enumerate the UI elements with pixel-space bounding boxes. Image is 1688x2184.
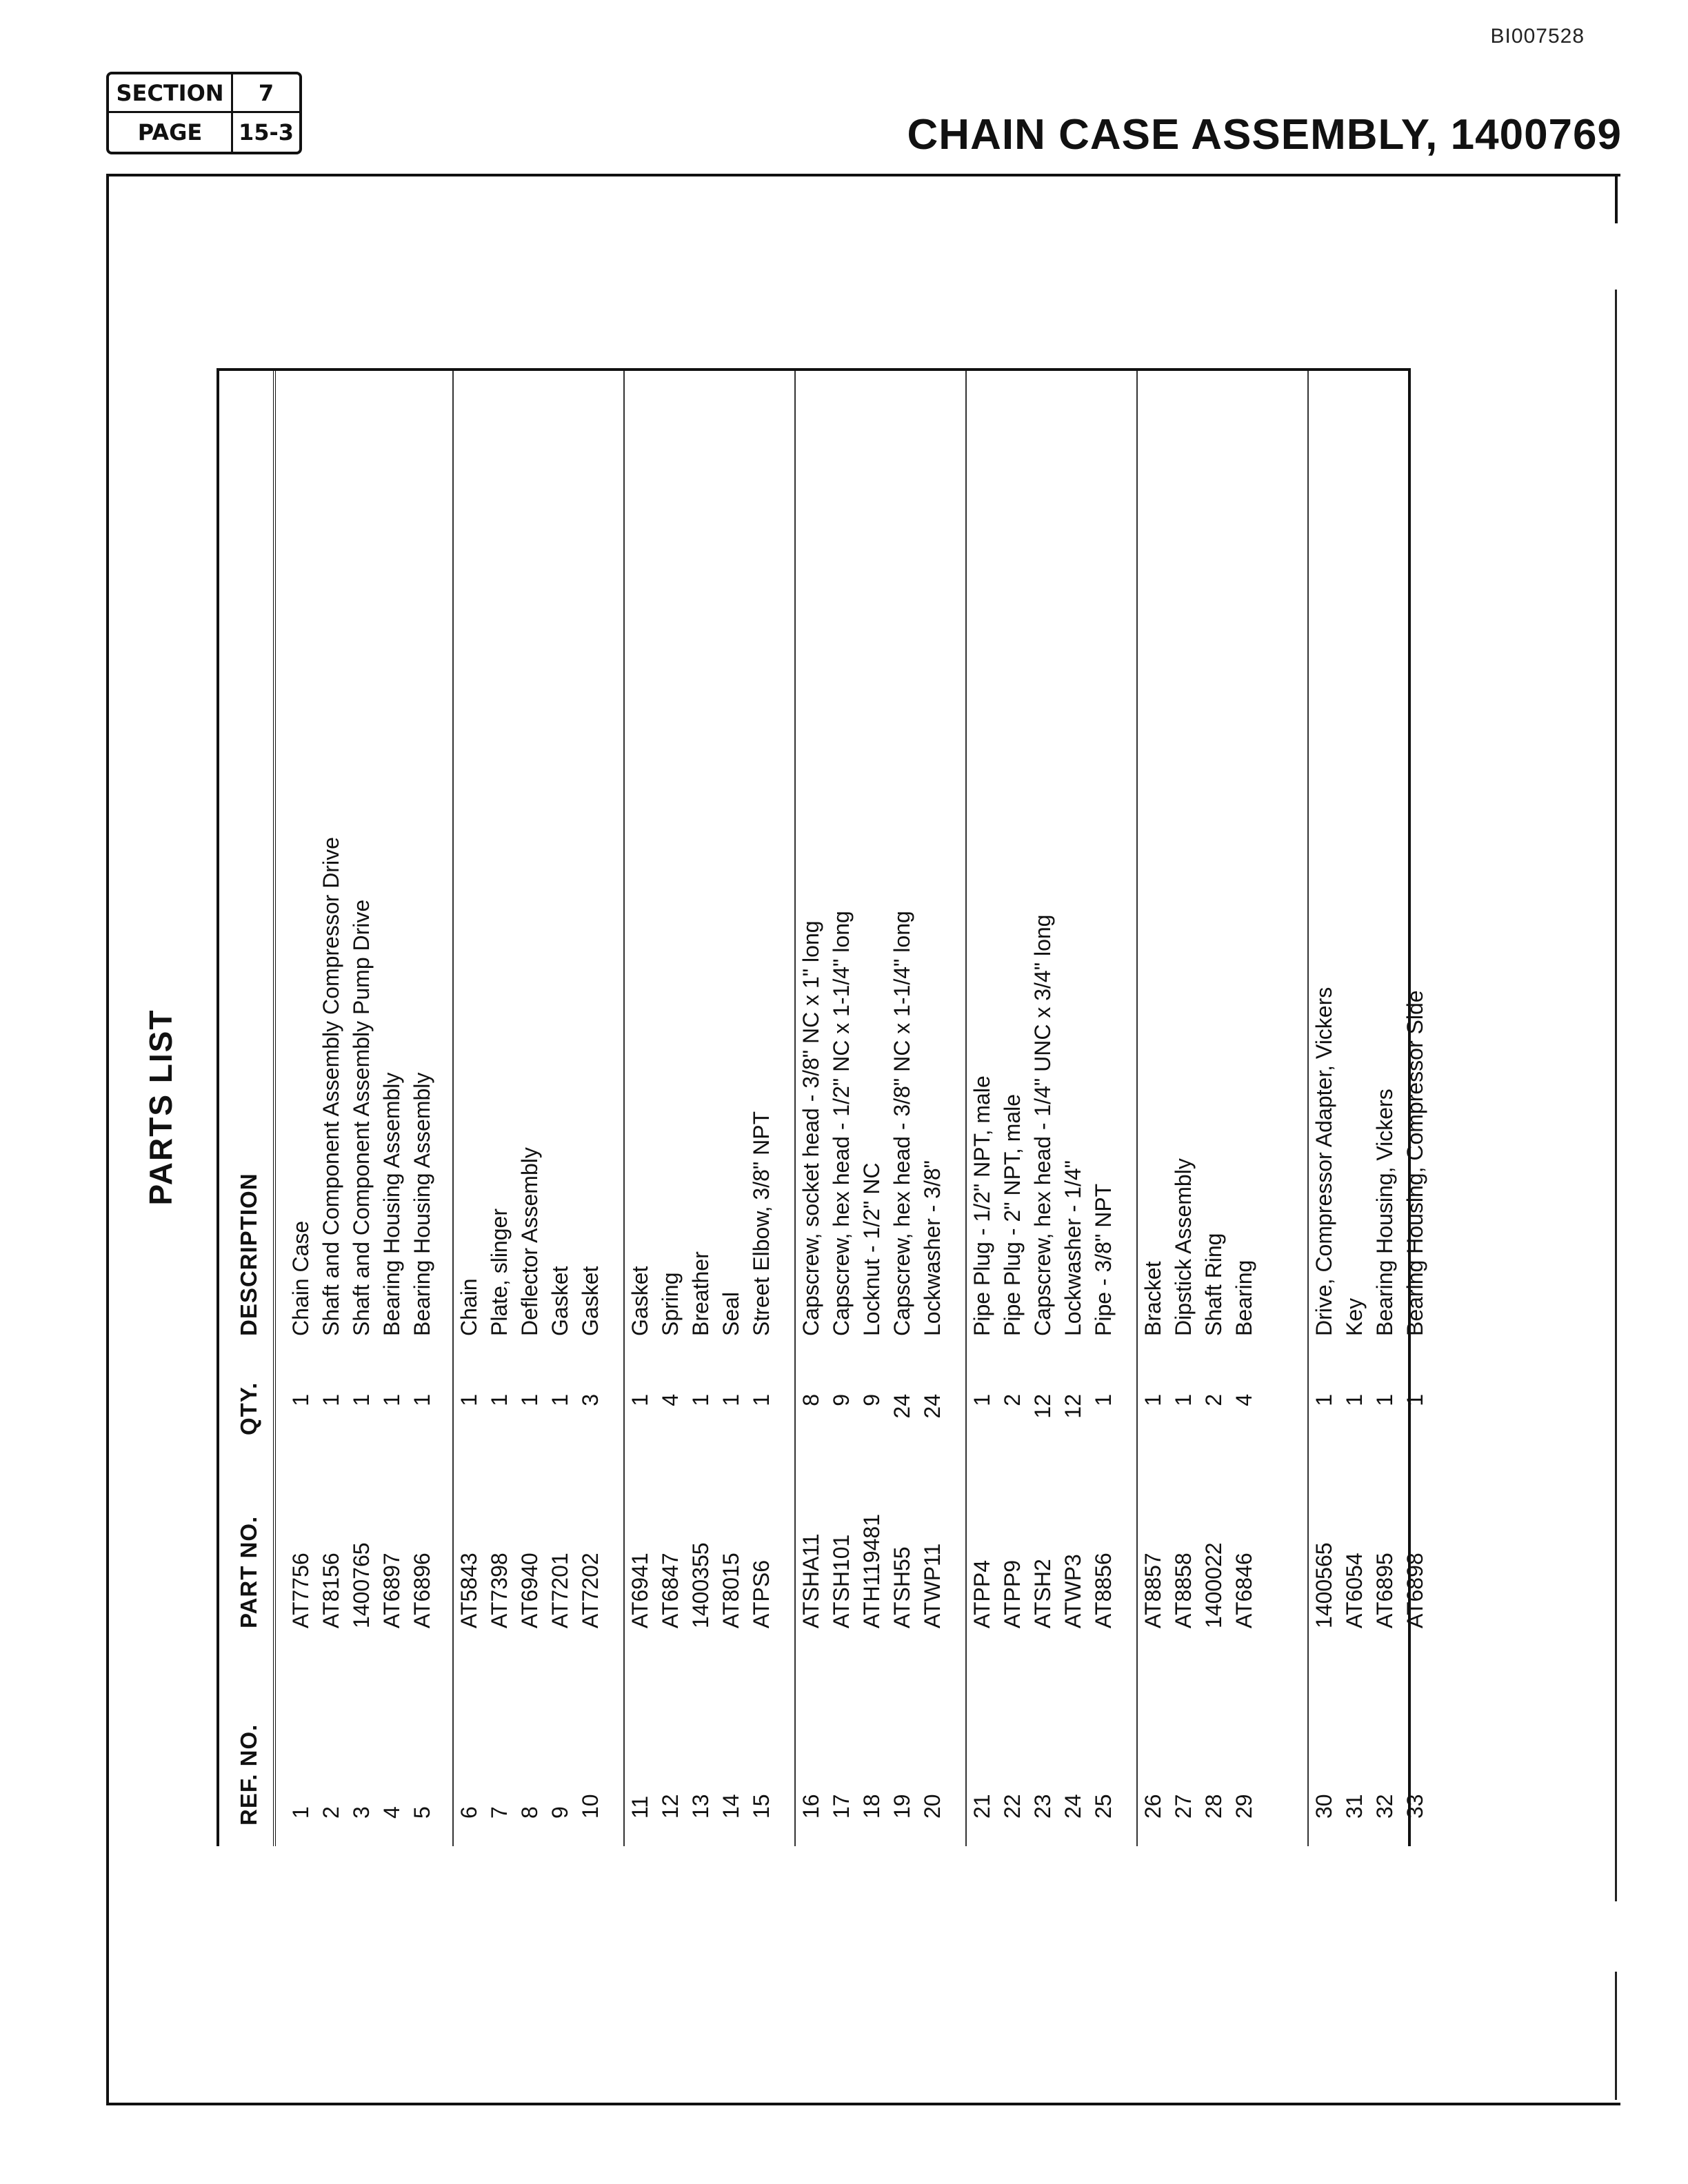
header-ref-no: REF. NO.: [236, 1723, 261, 1826]
ref-no-cell: 23: [1030, 1794, 1055, 1819]
description-cell: Capscrew, hex head - 1/4" UNC x 3/4" long: [1030, 914, 1055, 1336]
description-cell: Gasket: [547, 1266, 572, 1336]
section-label: SECTION: [109, 74, 233, 113]
table-row: [826, 371, 856, 1846]
frame-edge: [1615, 1972, 1617, 2100]
qty-cell: 1: [688, 1394, 713, 1406]
qty-cell: 24: [920, 1394, 945, 1419]
table-row: [1309, 371, 1339, 1846]
ref-no-cell: 13: [688, 1794, 713, 1819]
qty-cell: 1: [349, 1394, 374, 1406]
table-row: [1229, 371, 1259, 1846]
part-no-cell: AT8856: [1091, 1553, 1116, 1628]
qty-cell: 12: [1061, 1394, 1085, 1419]
part-no-cell: AT8857: [1141, 1553, 1165, 1628]
ref-no-cell: 29: [1232, 1794, 1256, 1819]
table-row: [716, 371, 746, 1846]
description-cell: Capscrew, hex head - 1/2" NC x 1-1/4" long: [829, 911, 854, 1336]
description-cell: Dipstick Assembly: [1171, 1158, 1196, 1336]
ref-no-cell: 20: [920, 1794, 945, 1819]
ref-no-cell: 9: [547, 1806, 572, 1819]
table-row: [1369, 371, 1400, 1846]
part-no-cell: ATSH55: [890, 1546, 914, 1628]
description-cell: Bearing Housing, Compressor Side: [1403, 990, 1427, 1336]
description-cell: Shaft and Component Assembly Pump Drive: [349, 899, 374, 1336]
ref-no-cell: 24: [1061, 1794, 1085, 1819]
ref-no-cell: 19: [890, 1794, 914, 1819]
page-label: PAGE: [109, 113, 233, 152]
qty-cell: 1: [1171, 1394, 1196, 1406]
ref-no-cell: 7: [487, 1806, 512, 1819]
table-row: [856, 371, 887, 1846]
qty-cell: 4: [658, 1394, 683, 1406]
part-no-cell: AT8156: [319, 1553, 343, 1628]
description-cell: Bearing Housing, Vickers: [1372, 1089, 1397, 1336]
ref-no-cell: 32: [1372, 1794, 1397, 1819]
qty-cell: 12: [1030, 1394, 1055, 1419]
table-row: [796, 371, 826, 1846]
page-title: CHAIN CASE ASSEMBLY, 1400769: [907, 111, 1622, 159]
part-no-cell: AT8015: [719, 1553, 743, 1628]
description-cell: Shaft Ring: [1201, 1233, 1226, 1336]
table-row: [514, 371, 545, 1846]
frame-edge: [1615, 174, 1618, 223]
ref-no-cell: 14: [719, 1794, 743, 1819]
table-row: [967, 371, 997, 1846]
row-group: [285, 371, 454, 1846]
ref-no-cell: 25: [1091, 1794, 1116, 1819]
part-no-cell: 1400765: [349, 1542, 374, 1628]
description-cell: Capscrew, socket head - 3/8" NC x 1" long: [798, 920, 823, 1336]
part-no-cell: ATSH2: [1030, 1559, 1055, 1628]
ref-no-cell: 28: [1201, 1794, 1226, 1819]
part-no-cell: ATPP4: [969, 1560, 994, 1628]
parts-table: [217, 368, 1427, 1846]
table-row: [316, 371, 346, 1846]
table-row: [575, 371, 605, 1846]
description-cell: Locknut - 1/2" NC: [859, 1162, 884, 1336]
table-row: [1339, 371, 1369, 1846]
table-row: [685, 371, 716, 1846]
part-no-cell: AT6896: [410, 1553, 434, 1628]
qty-cell: 3: [578, 1394, 603, 1406]
ref-no-cell: 1: [288, 1806, 313, 1819]
table-row: [285, 371, 316, 1846]
ref-no-cell: 31: [1342, 1794, 1367, 1819]
row-group: [1138, 371, 1309, 1846]
header-qty: QTY.: [236, 1382, 261, 1435]
qty-cell: 4: [1232, 1394, 1256, 1406]
qty-cell: 9: [829, 1394, 854, 1406]
qty-cell: 2: [1201, 1394, 1226, 1406]
qty-cell: 1: [719, 1394, 743, 1406]
table-row: [1400, 371, 1430, 1846]
ref-no-cell: 21: [969, 1794, 994, 1819]
row-group: [796, 371, 967, 1846]
ref-no-cell: 4: [379, 1806, 404, 1819]
table-row: [917, 371, 947, 1846]
table-row: [1168, 371, 1198, 1846]
ref-no-cell: 26: [1141, 1794, 1165, 1819]
ref-no-cell: 17: [829, 1794, 854, 1819]
part-no-cell: AT6940: [517, 1553, 542, 1628]
ref-no-cell: 15: [749, 1794, 774, 1819]
part-no-cell: AT8858: [1171, 1553, 1196, 1628]
part-no-cell: 1400355: [688, 1542, 713, 1628]
table-header: [219, 371, 276, 1846]
table-row: [1198, 371, 1229, 1846]
table-row: [887, 371, 917, 1846]
qty-cell: 24: [890, 1394, 914, 1419]
description-cell: Chain: [456, 1278, 481, 1336]
description-cell: Spring: [658, 1272, 683, 1336]
description-cell: Bearing Housing Assembly: [379, 1072, 404, 1336]
table-row: [746, 371, 776, 1846]
table-row: [407, 371, 437, 1846]
ref-no-cell: 3: [349, 1806, 374, 1819]
description-cell: Gasket: [578, 1266, 603, 1336]
frame-edge: [1615, 1122, 1617, 1901]
part-no-cell: ATH119481: [859, 1513, 884, 1628]
description-cell: Pipe - 3/8" NPT: [1091, 1183, 1116, 1336]
part-no-cell: AT6847: [658, 1553, 683, 1628]
description-cell: Bracket: [1141, 1261, 1165, 1336]
qty-cell: 1: [1091, 1394, 1116, 1406]
header-description: DESCRIPTION: [236, 1173, 261, 1336]
section-value: 7: [233, 74, 299, 113]
ref-no-cell: 33: [1403, 1794, 1427, 1819]
table-row: [346, 371, 376, 1846]
ref-no-cell: 30: [1312, 1794, 1336, 1819]
part-no-cell: ATSHA11: [798, 1533, 823, 1628]
part-no-cell: AT6846: [1232, 1553, 1256, 1628]
table-row: [1027, 371, 1058, 1846]
ref-no-cell: 5: [410, 1806, 434, 1819]
qty-cell: 1: [517, 1394, 542, 1406]
table-row: [376, 371, 407, 1846]
description-cell: Pipe Plug - 1/2" NPT, male: [969, 1075, 994, 1336]
part-no-cell: AT5843: [456, 1553, 481, 1628]
part-no-cell: ATWP3: [1061, 1554, 1085, 1628]
description-cell: Gasket: [627, 1266, 652, 1336]
ref-no-cell: 22: [1000, 1794, 1025, 1819]
qty-cell: 1: [969, 1394, 994, 1406]
frame-edge: [1615, 290, 1617, 1213]
part-no-cell: AT7202: [578, 1553, 603, 1628]
qty-cell: 1: [1312, 1394, 1336, 1406]
qty-cell: 1: [1342, 1394, 1367, 1406]
description-cell: Key: [1342, 1297, 1367, 1336]
table-row: [1058, 371, 1088, 1846]
qty-cell: 1: [1372, 1394, 1397, 1406]
part-no-cell: ATPP9: [1000, 1560, 1025, 1628]
qty-cell: 1: [410, 1394, 434, 1406]
row-group: [454, 371, 625, 1846]
rotated-parts-list: [143, 368, 1427, 1846]
section-page-box: [106, 72, 302, 154]
part-no-cell: AT6054: [1342, 1553, 1367, 1628]
ref-no-cell: 12: [658, 1794, 683, 1819]
table-row: [1088, 371, 1118, 1846]
part-no-cell: AT6895: [1372, 1553, 1397, 1628]
qty-cell: 1: [1141, 1394, 1165, 1406]
description-cell: Shaft and Component Assembly Compressor Drive: [319, 837, 343, 1336]
description-cell: Lockwasher - 3/8": [920, 1160, 945, 1336]
qty-cell: 1: [319, 1394, 343, 1406]
part-no-cell: ATPS6: [749, 1560, 774, 1628]
row-group: [967, 371, 1138, 1846]
document-id: BI007528: [1490, 25, 1585, 48]
qty-cell: 1: [288, 1394, 313, 1406]
table-row: [625, 371, 655, 1846]
description-cell: Chain Case: [288, 1220, 313, 1336]
part-no-cell: AT6898: [1403, 1553, 1427, 1628]
qty-cell: 1: [456, 1394, 481, 1406]
ref-no-cell: 18: [859, 1794, 884, 1819]
table-row: [997, 371, 1027, 1846]
part-no-cell: AT7756: [288, 1553, 313, 1628]
qty-cell: 9: [859, 1394, 884, 1406]
description-cell: Breather: [688, 1251, 713, 1336]
description-cell: Street Elbow, 3/8" NPT: [749, 1111, 774, 1336]
description-cell: Lockwasher - 1/4": [1061, 1160, 1085, 1336]
table-row: [1138, 371, 1168, 1846]
table-row: [545, 371, 575, 1846]
qty-cell: 2: [1000, 1394, 1025, 1406]
table-row: [454, 371, 484, 1846]
table-row: [484, 371, 514, 1846]
ref-no-cell: 8: [517, 1806, 542, 1819]
part-no-cell: ATSH101: [829, 1534, 854, 1628]
description-cell: Bearing Housing Assembly: [410, 1072, 434, 1336]
description-cell: Pipe Plug - 2" NPT, male: [1000, 1093, 1025, 1336]
qty-cell: 1: [547, 1394, 572, 1406]
part-no-cell: AT7201: [547, 1553, 572, 1628]
part-no-cell: ATWP11: [920, 1543, 945, 1628]
ref-no-cell: 6: [456, 1806, 481, 1819]
qty-cell: 1: [749, 1394, 774, 1406]
qty-cell: 1: [1403, 1394, 1427, 1406]
ref-no-cell: 16: [798, 1794, 823, 1819]
qty-cell: 1: [379, 1394, 404, 1406]
ref-no-cell: 27: [1171, 1794, 1196, 1819]
description-cell: Seal: [719, 1291, 743, 1336]
qty-cell: 1: [627, 1394, 652, 1406]
row-group: [625, 371, 796, 1846]
ref-no-cell: 11: [627, 1795, 652, 1819]
description-cell: Plate, slinger: [487, 1209, 512, 1336]
description-cell: Deflector Assembly: [517, 1147, 542, 1336]
description-cell: Drive, Compressor Adapter, Vickers: [1312, 987, 1336, 1336]
page-value: 15-3: [238, 119, 294, 145]
ref-no-cell: 2: [319, 1806, 343, 1819]
table-row: [655, 371, 685, 1846]
part-no-cell: 1400022: [1201, 1542, 1226, 1628]
ref-no-cell: 10: [578, 1794, 603, 1819]
part-no-cell: AT7398: [487, 1553, 512, 1628]
description-cell: Bearing: [1232, 1260, 1256, 1336]
qty-cell: 1: [487, 1394, 512, 1406]
part-no-cell: 1400565: [1312, 1542, 1336, 1628]
parts-list: [143, 368, 1427, 1846]
part-no-cell: AT6897: [379, 1553, 404, 1628]
row-group: [1309, 371, 1427, 1846]
header-part-no: PART NO.: [236, 1515, 261, 1628]
parts-list-title: PARTS LIST: [143, 1009, 179, 1206]
part-no-cell: AT6941: [627, 1553, 652, 1628]
qty-cell: 8: [798, 1394, 823, 1406]
description-cell: Capscrew, hex head - 3/8" NC x 1-1/4" long: [890, 911, 914, 1336]
